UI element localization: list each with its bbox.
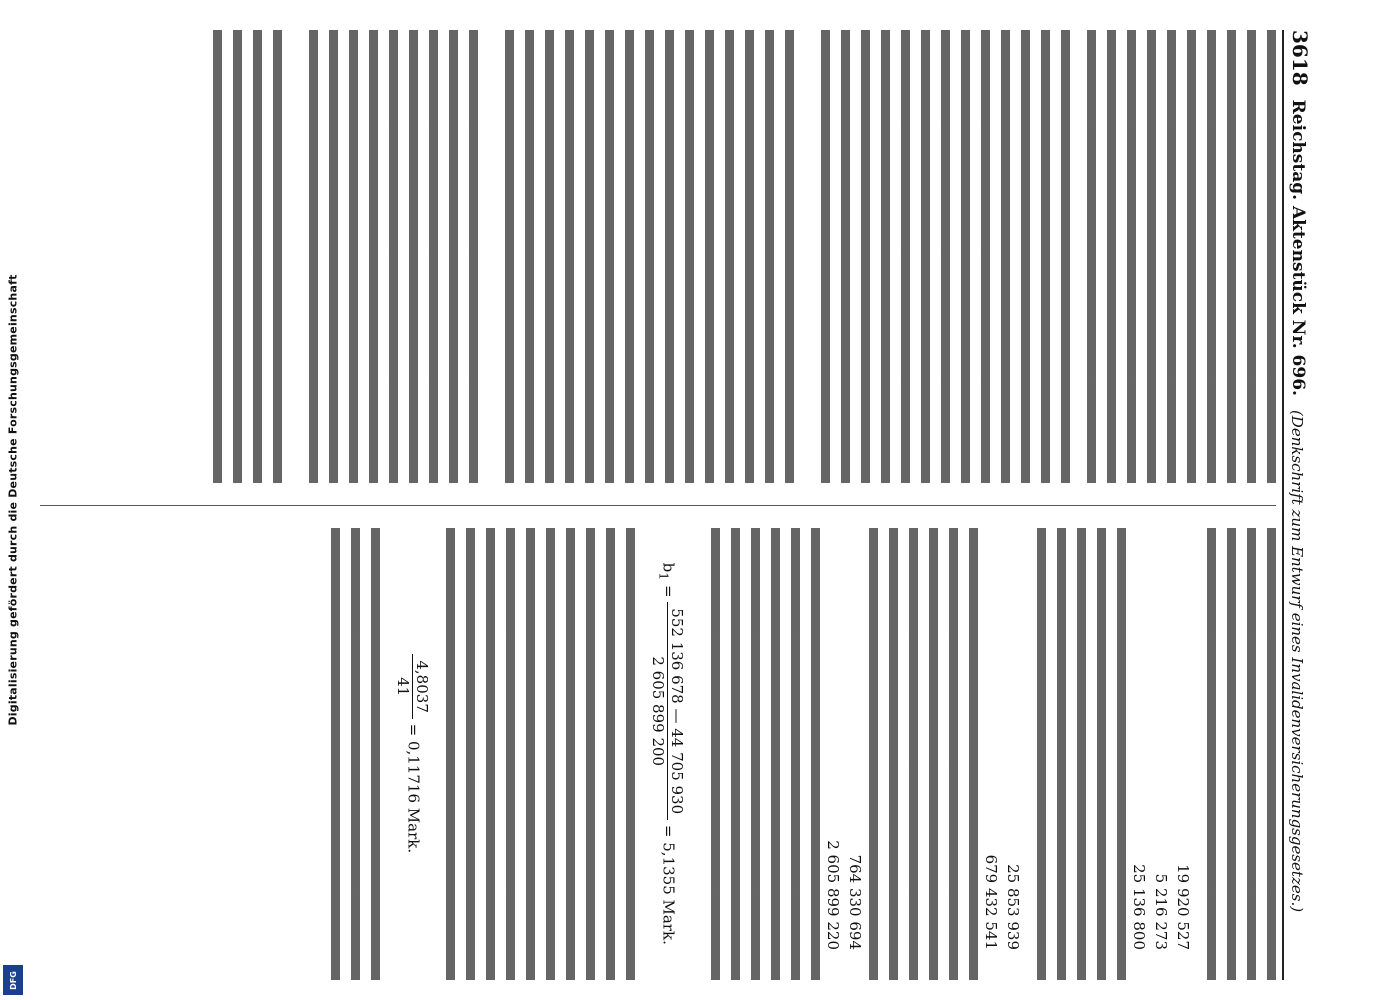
text-paragraph <box>700 528 820 981</box>
text-paragraph <box>320 528 380 981</box>
formula-numerator: 552 136 678 — 44 705 930 <box>667 602 686 820</box>
dfg-logo: DFG <box>3 965 23 995</box>
text-paragraph <box>810 30 1070 483</box>
page-content <box>40 30 1330 980</box>
text-paragraph <box>202 30 282 483</box>
text-paragraph <box>1086 30 1276 483</box>
fraction-numerator: 4,8037 <box>412 654 431 719</box>
running-head <box>1282 30 1330 980</box>
text-paragraph <box>1026 528 1126 981</box>
figure-line: 764 330 694 <box>846 854 864 950</box>
text-columns <box>40 30 1276 980</box>
page-header: Reichstag. Aktenstück Nr. 696. <box>1288 99 1308 396</box>
figure-line: 5 216 273 <box>1152 873 1170 950</box>
text-paragraph <box>445 528 635 981</box>
figure-line: 19 920 527 <box>1174 864 1192 950</box>
text-paragraph <box>298 30 478 483</box>
fraction-denominator: 41 <box>394 677 412 697</box>
column-divider <box>40 505 1276 506</box>
page-number: 3618 <box>1288 30 1312 86</box>
text-paragraph <box>1196 528 1276 981</box>
figure-line: 679 432 541 <box>982 854 1000 950</box>
figure-line: 25 853 939 <box>1004 864 1022 950</box>
figure-line: 2 605 899 220 <box>824 840 842 950</box>
formula-result: 5,1355 Mark. <box>659 842 678 945</box>
text-paragraph <box>868 528 978 981</box>
formula-denominator: 2 605 899 200 <box>649 656 667 767</box>
text-paragraph <box>494 30 794 483</box>
formula-b1: $b_1$ = 552 136 678 — 44 705 930 2 605 899 200 = 5,1355 Mark. <box>643 528 692 981</box>
formula-fraction: 4,8037 41 = 0,11716 Mark. <box>388 528 437 981</box>
right-column <box>40 528 1276 981</box>
digitization-credit-text: Digitalisierung gefördert durch die Deutsche Forschungsgemeinschaft <box>6 274 20 726</box>
scanned-page <box>40 30 1330 980</box>
fraction-result: 0,11716 Mark. <box>404 740 423 854</box>
left-column <box>40 30 1276 483</box>
figure-line: 25 136 800 <box>1130 864 1148 950</box>
page-subheader: (Denkschrift zum Entwurf eines Invalidenversicherungsgesetzes.) <box>1288 409 1306 913</box>
digitization-credit-strip <box>0 0 26 1000</box>
